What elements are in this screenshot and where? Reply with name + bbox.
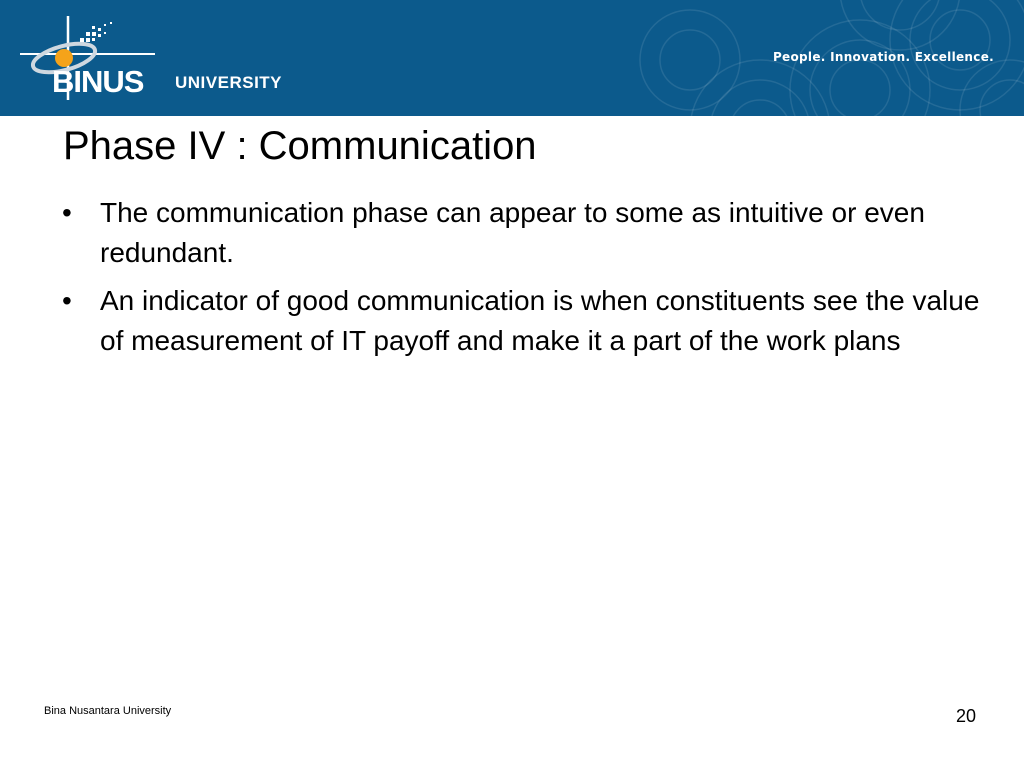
bullet-list	[62, 193, 982, 369]
brand-subtitle: UNIVERSITY	[175, 73, 283, 92]
bullet-item	[62, 281, 982, 361]
bullet-text: An indicator of good communication is when constituents see the value of measurement of IT payoff and make it a part of the work plans	[100, 285, 980, 356]
header-banner	[0, 0, 1024, 116]
footer-organization: Bina Nusantara University	[44, 705, 172, 717]
slide-title: Phase IV : Communication	[63, 124, 537, 168]
brand-name: BINUS	[52, 64, 144, 99]
page-number: 20	[955, 706, 976, 726]
bullet-text: The communication phase can appear to some as intuitive or even redundant.	[100, 197, 925, 268]
bullet-marker: •	[62, 285, 72, 316]
tagline: People. Innovation. Excellence.	[772, 50, 994, 64]
bullet-marker: •	[62, 197, 72, 228]
bullet-item	[62, 193, 982, 273]
